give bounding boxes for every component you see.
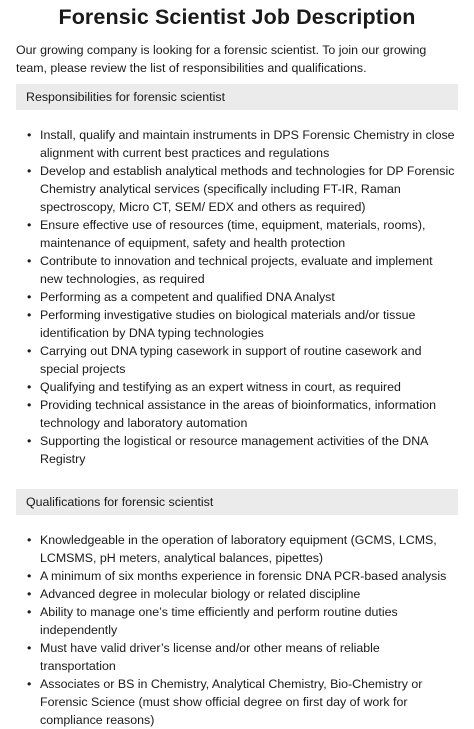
list-item (27, 675, 458, 729)
list-item (27, 531, 458, 567)
list-item (27, 288, 458, 306)
list-item-text: Associates or BS in Chemistry, Analytical Chemistry, Bio-Chemistry or Forensic Science (must show official degree on first day of work for compliance reasons) (40, 677, 423, 727)
bullet-icon: • (27, 380, 32, 394)
list-item (27, 252, 458, 288)
bullet-icon: • (27, 569, 32, 583)
bullet-icon: • (27, 398, 32, 412)
list-item (27, 396, 458, 432)
list-item (27, 603, 458, 639)
bullet-icon: • (27, 290, 32, 304)
page-title: Forensic Scientist Job Description (58, 5, 416, 29)
qualifications-list (16, 531, 458, 729)
list-item-text: Must have valid driver’s license and/or other means of reliable transportation (40, 641, 380, 673)
bullet-icon: • (27, 641, 32, 655)
list-item (27, 162, 458, 216)
responsibilities-header: Responsibilities for forensic scientist (16, 84, 458, 110)
list-item (27, 432, 458, 468)
list-item-text: A minimum of six months experience in forensic DNA PCR-based analysis (40, 569, 447, 583)
bullet-icon: • (27, 434, 32, 448)
list-item (27, 567, 458, 585)
list-item-text: Contribute to innovation and technical projects, evaluate and implement new technologies, as required (40, 254, 433, 286)
bullet-icon: • (27, 308, 32, 322)
list-item-text: Qualifying and testifying as an expert witness in court, as required (40, 380, 401, 394)
list-item (27, 306, 458, 342)
list-item (27, 639, 458, 675)
list-item-text: Carrying out DNA typing casework in support of routine casework and special projects (40, 344, 422, 376)
bullet-icon: • (27, 587, 32, 601)
list-item-text: Performing as a competent and qualified DNA Analyst (40, 290, 335, 304)
qualifications-header: Qualifications for forensic scientist (16, 489, 458, 515)
bullet-icon: • (27, 254, 32, 268)
list-item-text: Performing investigative studies on biological materials and/or tissue identification by DNA typing technologies (40, 308, 416, 340)
list-item-text: Ensure effective use of resources (time, equipment, materials, rooms), maintenance of equipment, safety and health protection (40, 218, 426, 250)
bullet-icon: • (27, 344, 32, 358)
bullet-icon: • (27, 533, 32, 547)
bullet-icon: • (27, 128, 32, 142)
list-item-text: Ability to manage one’s time efficiently and perform routine duties independently (40, 605, 398, 637)
list-item (27, 216, 458, 252)
list-item-text: Providing technical assistance in the areas of bioinformatics, information technology and laboratory automation (40, 398, 437, 430)
list-item-text: Advanced degree in molecular biology or related discipline (40, 587, 361, 601)
list-item-text: Supporting the logistical or resource management activities of the DNA Registry (40, 434, 428, 466)
list-item-text: Install, qualify and maintain instruments in DPS Forensic Chemistry in close alignment with current best practices and regulations (40, 128, 455, 160)
responsibilities-list (16, 126, 458, 468)
bullet-icon: • (27, 605, 32, 619)
list-item-text: Develop and establish analytical methods and technologies for DP Forensic Chemistry analytical services (specifically including FT-IR, Raman spectroscopy, Micro CT, SEM/ EDX and others as required) (40, 164, 455, 214)
list-item (27, 585, 458, 603)
list-item (27, 378, 458, 396)
list-item-text: Knowledgeable in the operation of laboratory equipment (GCMS, LCMS, LCMSMS, pH meters, analytical balances, pipettes) (40, 533, 437, 565)
intro-paragraph: Our growing company is looking for a forensic scientist. To join our growing team, please review the list of responsibilities and qualifications. (16, 43, 427, 75)
bullet-icon: • (27, 677, 32, 691)
list-item (27, 342, 458, 378)
list-item (27, 126, 458, 162)
bullet-icon: • (27, 218, 32, 232)
bullet-icon: • (27, 164, 32, 178)
